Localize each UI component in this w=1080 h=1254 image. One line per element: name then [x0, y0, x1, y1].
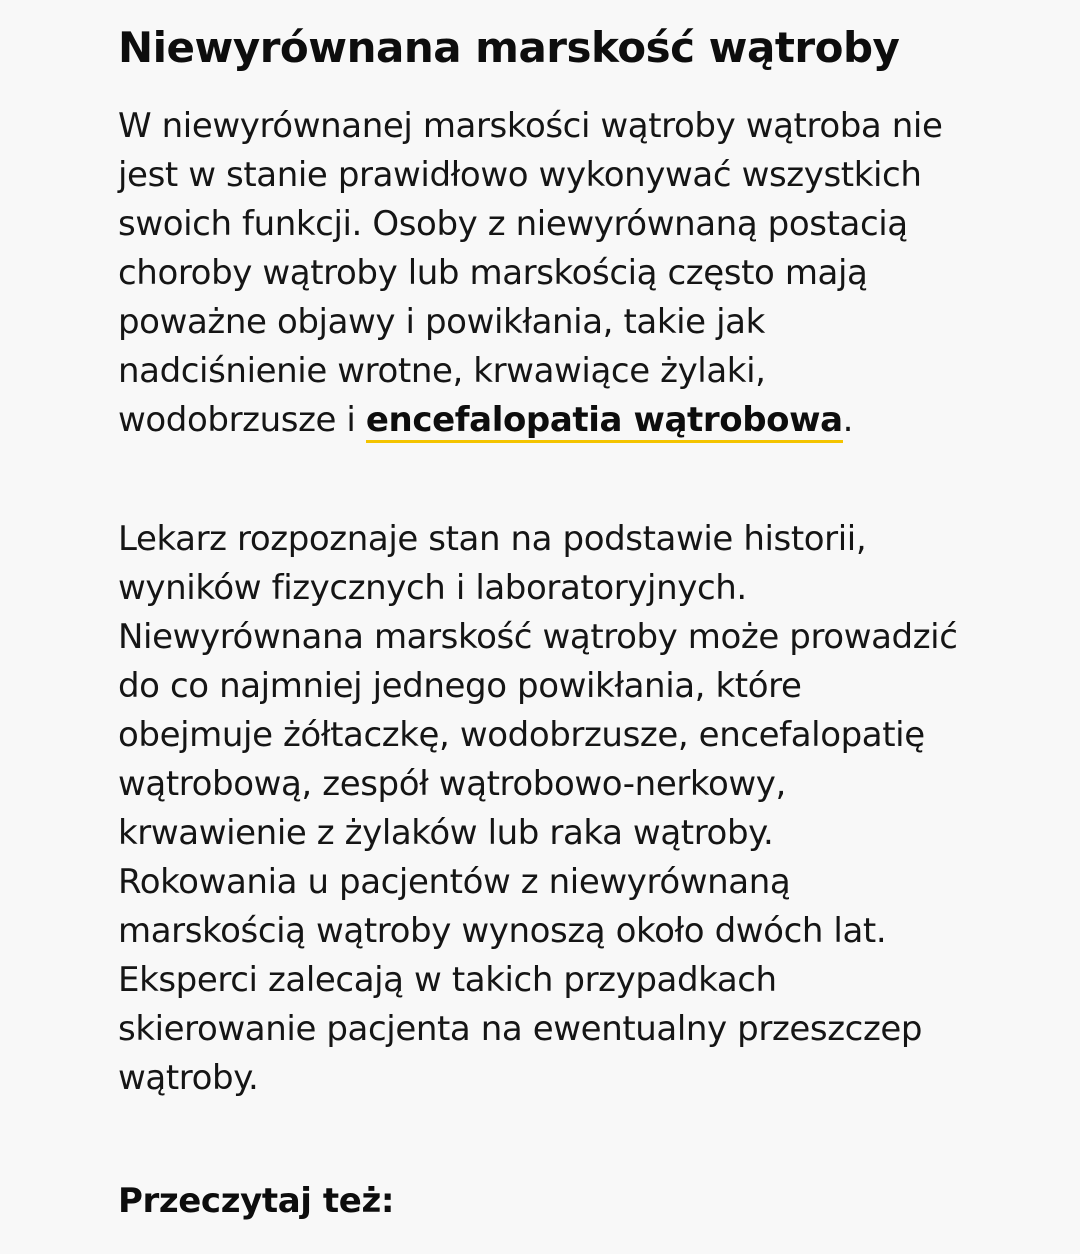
- section-title: Niewyrównana marskość wątroby: [118, 23, 900, 72]
- article-paragraph-1: [118, 102, 958, 445]
- paragraph-1-end: .: [842, 400, 854, 440]
- article-paragraph-2: Lekarz rozpoznaje stan na podstawie historii, wyników fizycznych i laboratoryjnych. Niewyrównana marskość wątroby może prowadzić do co najmniej jednego powikłania, które obejmuje żółtaczkę, wodobrzusze, encefalopatię wątrobową, zespół wątrobowo-nerkowy, krwawienie z żylaków lub raka wątroby. Rokowania u pacjentów z niewyrównaną marskością wątroby wynoszą około dwóch lat. Eksperci zalecają w takich przypadkach skierowanie pacjenta na ewentualny przeszczep wątroby.: [118, 519, 958, 1098]
- encefalopatia-link[interactable]: encefalopatia wątrobowa: [366, 400, 843, 443]
- paragraph-1-text: W niewyrównanej marskości wątroby wątroba nie jest w stanie prawidłowo wykonywać wszystkich swoich funkcji. Osoby z niewyrównaną postacią choroby wątroby lub marskością często mają poważne objawy i powikłania, takie jak nadciśnienie wrotne, krwawiące żylaki, wodobrzusze i: [118, 106, 943, 440]
- read-also-heading: Przeczytaj też:: [118, 1181, 395, 1221]
- article-body: [118, 0, 958, 1229]
